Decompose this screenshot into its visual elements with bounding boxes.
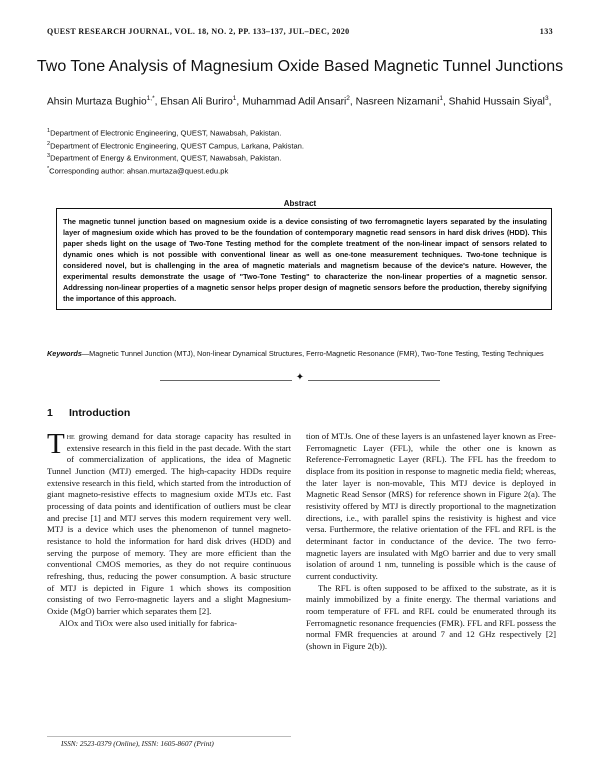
affiliation-line xyxy=(47,139,557,152)
affil-text: Department of Energy & Environment, QUEST, Nawabsah, Pakistan. xyxy=(50,153,282,163)
running-header xyxy=(47,27,553,36)
keywords: Keywords—Magnetic Tunnel Junction (MTJ), Non-linear Dynamical Structures, Ferro-Magnetic Resonance (FMR), Two-Tone Testing, Testing Techniques xyxy=(47,349,544,358)
author-name: Ahsin Murtaza Bughio xyxy=(47,96,147,108)
paragraph xyxy=(47,428,292,618)
affiliations xyxy=(47,126,557,176)
author-affil-mark: 1,* xyxy=(146,95,155,102)
author-affil-mark: 1 xyxy=(439,95,443,102)
author-list: Ahsin Murtaza Bughio$^{1,*}$, Ehsan Ali Buriro$^1$, Muhammad Adil Ansari$^2$, Nasreen Nizamani$^1$, Shahid Hussain Siyal$^3$, xyxy=(47,95,552,108)
dropcap: T xyxy=(47,428,65,460)
abstract-text: The magnetic tunnel junction based on magnesium oxide is a device consisting of two ferromagnetic layers separated by the insulating layer of magnesium oxide which has proved to be the foundation of contemporary magnetic read sensors in hard disk drives (HDD). This paper sheds light on the usage of Two-Tone Testing method for the complete treatment of the non-linear impact of sensors related to dynamic ones which is not possible with conventional linear as well as one-tone measurement techniques. Two-tone technique is considered novel, but is challenging in the area of magnetic materials and magnetism because of the device's nature. However, the experimental results demonstrate the usage of "Two-Tone Testing" to characterize the non-linear properties of a magnetic sensor. Addressing non-linear properties of a magnetic sensor helps proper design of magnetic sensors before the production, thereby signifying the importance of this approach. xyxy=(56,208,552,310)
affil-mark: 1 xyxy=(47,128,51,134)
paper-title: Two Tone Analysis of Magnesium Oxide Based Magnetic Tunnel Junctions xyxy=(36,58,564,75)
section-title: Introduction xyxy=(69,407,131,419)
affiliation-line xyxy=(47,151,557,164)
first-word-rest: he xyxy=(66,431,75,441)
affil-mark: 3 xyxy=(47,153,51,160)
affil-mark: 2 xyxy=(47,140,51,147)
divider-ornament-icon: ✦ xyxy=(292,372,308,383)
affil-text: Department of Electronic Engineering, QUEST, Nawabsah, Pakistan. xyxy=(50,128,282,138)
paragraph-text: growing demand for data storage capacity has resulted in extensive research in this field in the past decade. With the start of commercialization of applications, the idea of Magnetic Tunnel Junction (MTJ) emerged. The high-capacity HDDs require extensive research in this field, which started from the introduction of giant magneto-resistive effects to magnesium oxide MTJs etc. Fast processing of data points and identification of outliers must be clear and precise [1] and MTJ serves this modern requirement very well. MTJ is a device which uses the phenomenon of tunnel magneto-resistance to hold the information for hard disk drives (HDD) and serving the purpose of memory. They are more efficient than the conventional CMOS memories, as they do not require continuous refreshing, thus, reducing the power consumption. A basic structure of MTJ is depicted in Figure 1 which shows its composition consisting of two Ferro-magnetic layers and a slight Magnesium-Oxide (MgO) barrier which separates them [2]. xyxy=(47,431,292,616)
paragraph: The RFL is often supposed to be affixed to the substrate, as it is mainly immobilized by a finite energy. The thermal variations and room temperature of FFL and RFL could be enumerated through its Ferromagnetic resonance frequencies (FMR). FFL and RFL possess the normal FMR frequencies at around 7 and 12 GHz respectively [2] (shown in Figure 2(b)). xyxy=(306,582,556,651)
author-affil-mark: 1 xyxy=(232,95,237,102)
section-heading xyxy=(47,407,130,419)
author-name: Shahid Hussain Siyal xyxy=(448,96,545,108)
body-column-left xyxy=(47,428,292,629)
journal-header: QUEST RESEARCH JOURNAL, VOL. 18, NO. 2, PP. 133–137, JUL–DEC, 2020 xyxy=(47,27,350,36)
section-number: 1 xyxy=(47,407,53,419)
corresponding-author xyxy=(47,164,557,177)
keywords-label: Keywords xyxy=(47,349,82,358)
author-affil-mark: 3 xyxy=(544,95,549,102)
issn-footer: ISSN: 2523-0379 (Online), ISSN: 1605-8607 (Print) xyxy=(61,739,214,748)
paragraph: AlOx and TiOx were also used initially for fabrica- xyxy=(59,617,238,628)
affiliation-line xyxy=(47,126,557,139)
paragraph: tion of MTJs. One of these layers is an unfastened layer known as Free-Ferromagnetic Layer (FFL), while the other one is known as Reference-Ferromagnetic Layer (RFL). The FFL has the freedom to displace from its position in response to magnetic media field; whereas, the later layer is non-movable, This MTJ device is deployed in Magnetic Read Sensor (MRS) for reference shown in Figure 2(a). The resistivity offered by MTJ is directly proportional to the magnetization directions, i.e., with parallel spins the resistivity is highest and vice versa. Furthermore, the relative orientation of the FFL and RFL is the determinant factor in conductance of the device. The two ferro-magnetic layers are insulated with MgO barrier and due to very small isolation of around 1 nm, tunneling is possible which is the cause of current conductivity. xyxy=(306,431,556,581)
body-column-right xyxy=(306,431,556,652)
abstract-heading: Abstract xyxy=(283,199,317,208)
author-name: Ehsan Ali Buriro xyxy=(160,96,233,108)
affil-text: Department of Electronic Engineering, QUEST Campus, Larkana, Pakistan. xyxy=(50,141,305,151)
keywords-text: Magnetic Tunnel Junction (MTJ), Non-linear Dynamical Structures, Ferro-Magnetic Resonance (FMR), Two-Tone Testing, Testing Techniques xyxy=(89,349,544,358)
affil-mark: * xyxy=(47,165,50,172)
author-affil-mark: 2 xyxy=(346,95,350,102)
author-name: Nasreen Nizamani xyxy=(355,96,440,108)
page-number: 133 xyxy=(539,27,553,36)
affil-text: Corresponding author: ahsan.murtaza@quest.edu.pk xyxy=(49,166,229,176)
author-name: Muhammad Adil Ansari xyxy=(242,96,347,108)
footer-rule xyxy=(47,736,291,737)
